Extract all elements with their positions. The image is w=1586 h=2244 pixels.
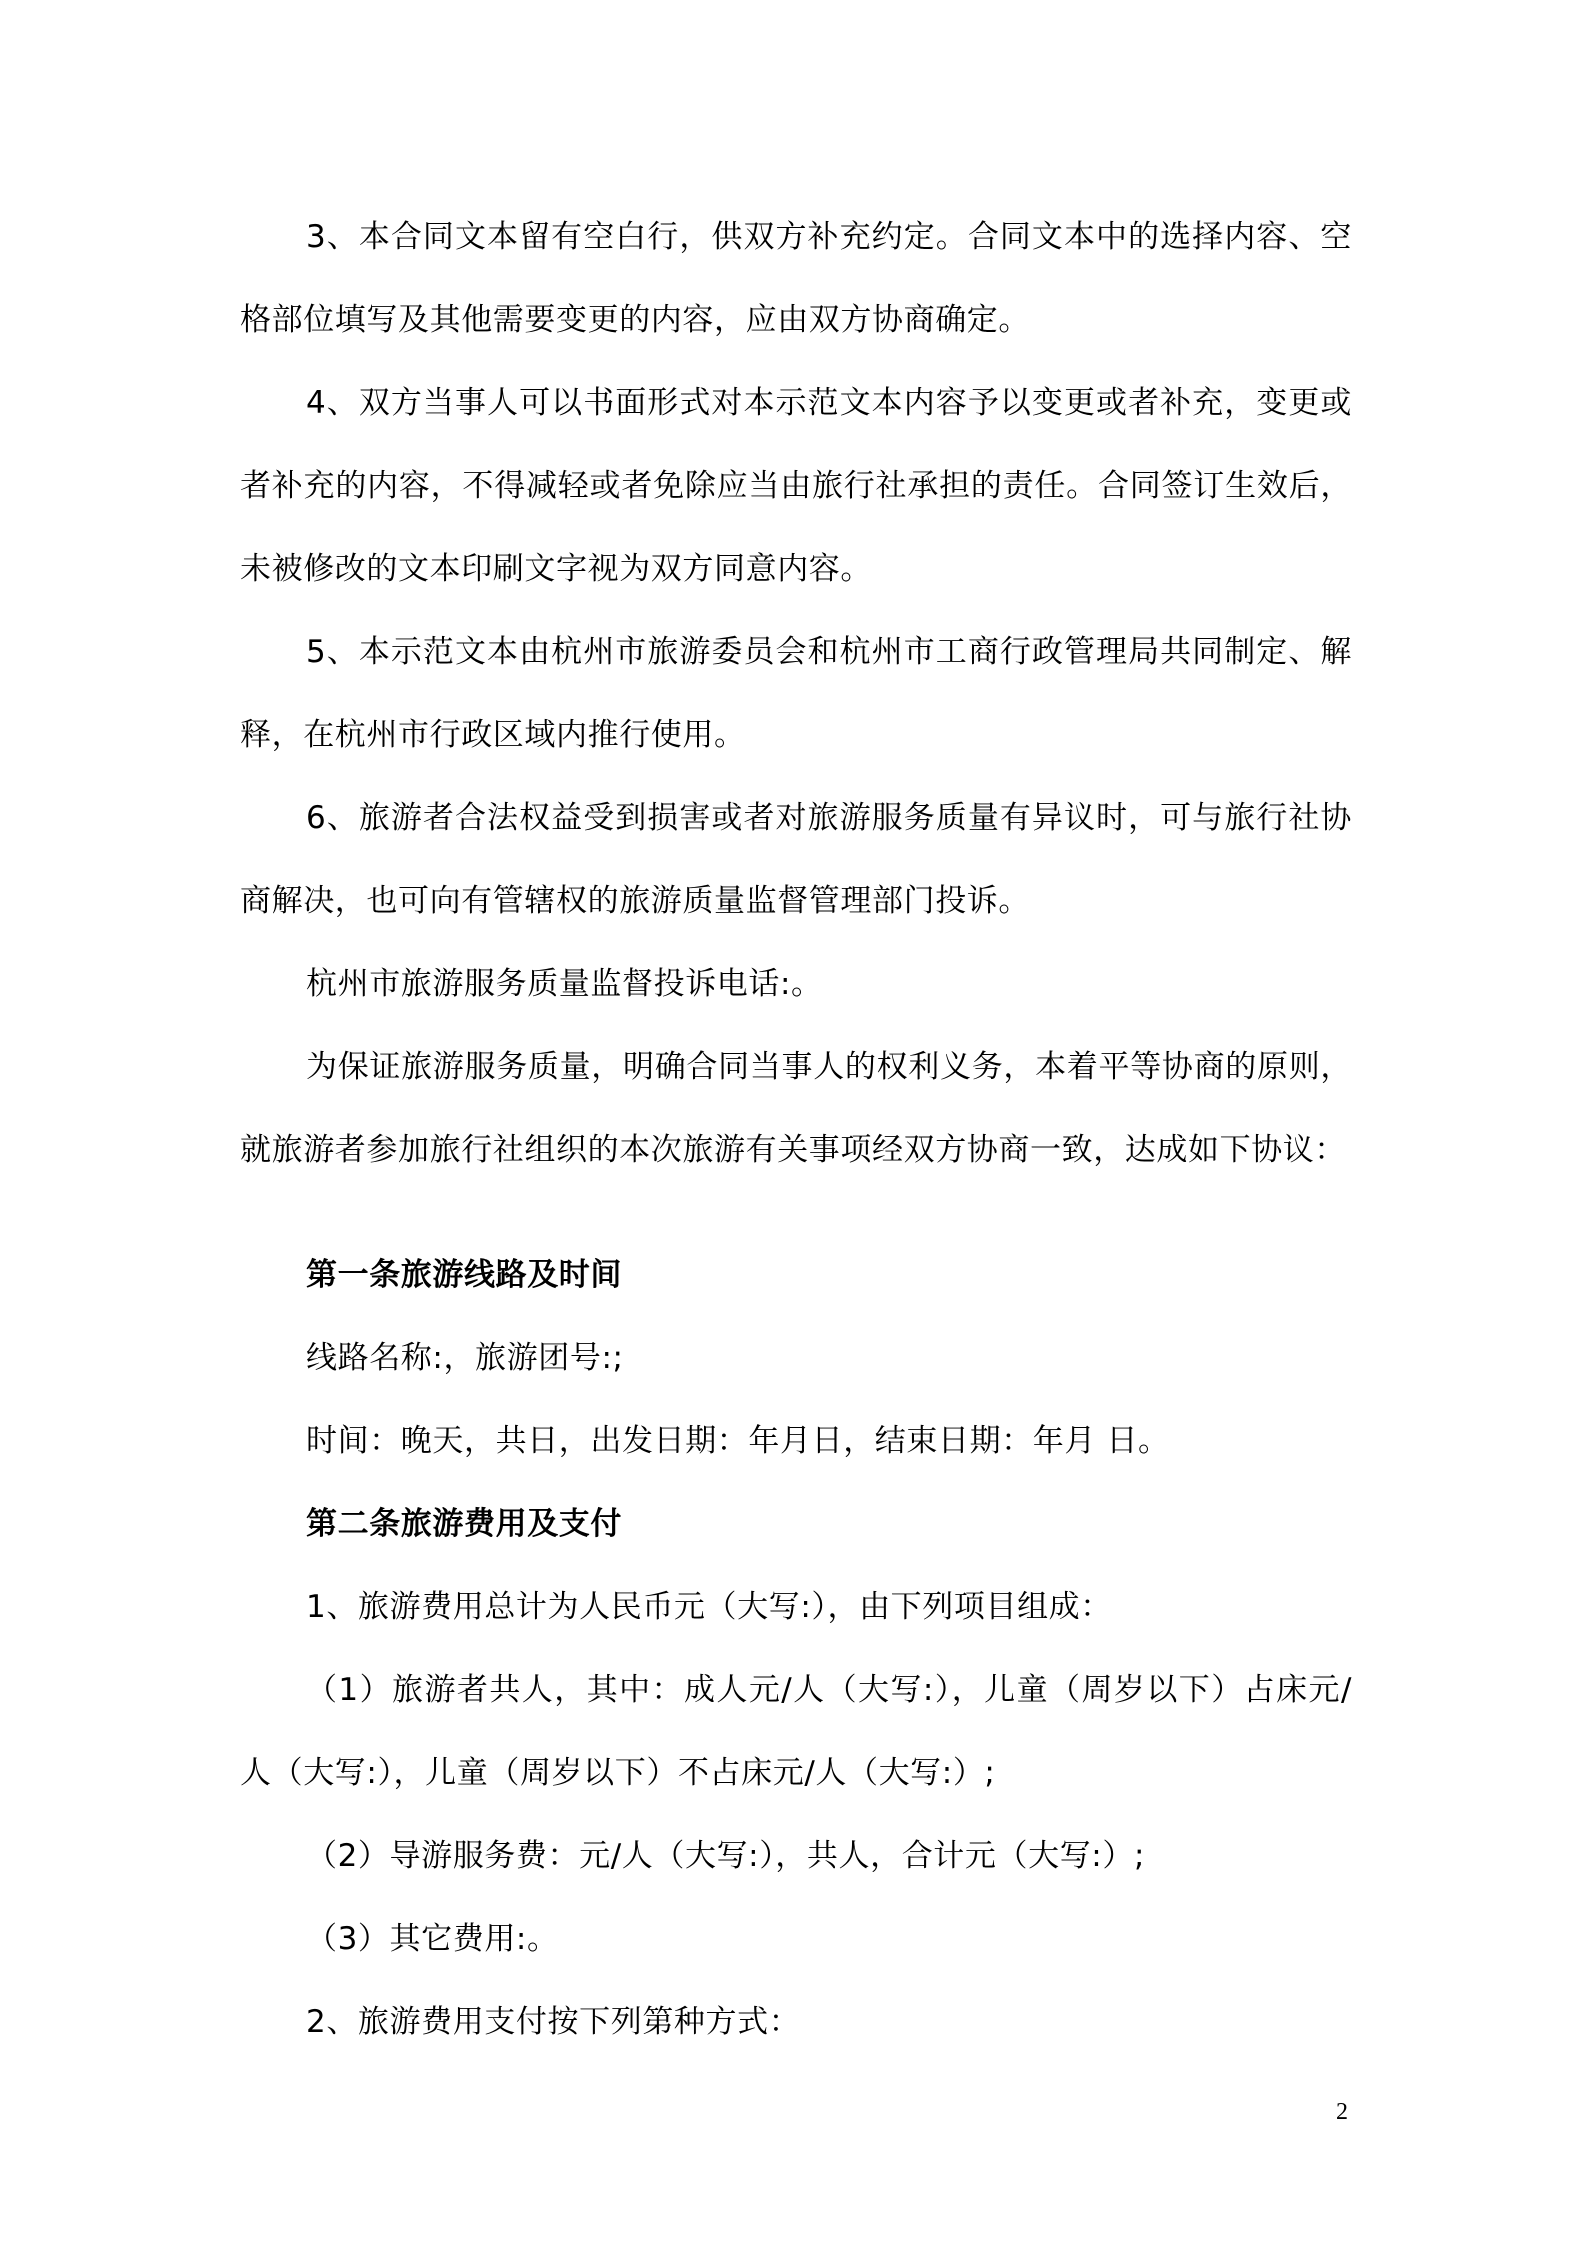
heading-article-2: 第二条旅游费用及支付 bbox=[306, 1506, 622, 1542]
paragraph-fee-item-1: （1）旅游者共人，其中：成人元/人（大写:），儿童（周岁以下）占床元/人（大写:），儿童（周岁以下）不占床元/人（大写:）; bbox=[240, 1672, 1352, 1791]
paragraph-complaint-phone: 杭州市旅游服务质量监督投诉电话:。 bbox=[306, 966, 823, 1002]
paragraph-payment-method: 2、旅游费用支付按下列第种方式： bbox=[306, 2004, 801, 2040]
page-number: 2 bbox=[1336, 2099, 1348, 2125]
paragraph-travel-time: 时间：晚天，共日，出发日期：年月日，结束日期：年月 日。 bbox=[306, 1423, 1170, 1459]
paragraph-agreement-intro: 为保证旅游服务质量，明确合同当事人的权利义务，本着平等协商的原则，就旅游者参加旅行社组织的本次旅游有关事项经双方协商一致，达成如下协议： bbox=[240, 1049, 1352, 1168]
heading-article-1: 第一条旅游线路及时间 bbox=[306, 1257, 622, 1293]
paragraph-fee-item-2: （2）导游服务费：元/人（大写:），共人，合计元（大写:）; bbox=[306, 1838, 1145, 1874]
paragraph-route-name: 线路名称:，旅游团号:; bbox=[306, 1340, 624, 1376]
document-body bbox=[240, 196, 1352, 2064]
paragraph-clause-3: 3、本合同文本留有空白行，供双方补充约定。合同文本中的选择内容、空格部位填写及其他需要变更的内容，应由双方协商确定。 bbox=[240, 219, 1352, 338]
paragraph-fee-total: 1、旅游费用总计为人民币元（大写:），由下列项目组成： bbox=[306, 1589, 1112, 1625]
paragraph-clause-6: 6、旅游者合法权益受到损害或者对旅游服务质量有异议时，可与旅行社协商解决，也可向有管辖权的旅游质量监督管理部门投诉。 bbox=[240, 800, 1352, 919]
paragraph-fee-item-3: （3）其它费用:。 bbox=[306, 1921, 559, 1957]
section-gap bbox=[240, 1192, 1352, 1234]
paragraph-clause-5: 5、本示范文本由杭州市旅游委员会和杭州市工商行政管理局共同制定、解释，在杭州市行政区域内推行使用。 bbox=[240, 634, 1352, 753]
paragraph-clause-4: 4、双方当事人可以书面形式对本示范文本内容予以变更或者补充，变更或者补充的内容，不得减轻或者免除应当由旅行社承担的责任。合同签订生效后，未被修改的文本印刷文字视为双方同意内容。 bbox=[240, 385, 1352, 587]
